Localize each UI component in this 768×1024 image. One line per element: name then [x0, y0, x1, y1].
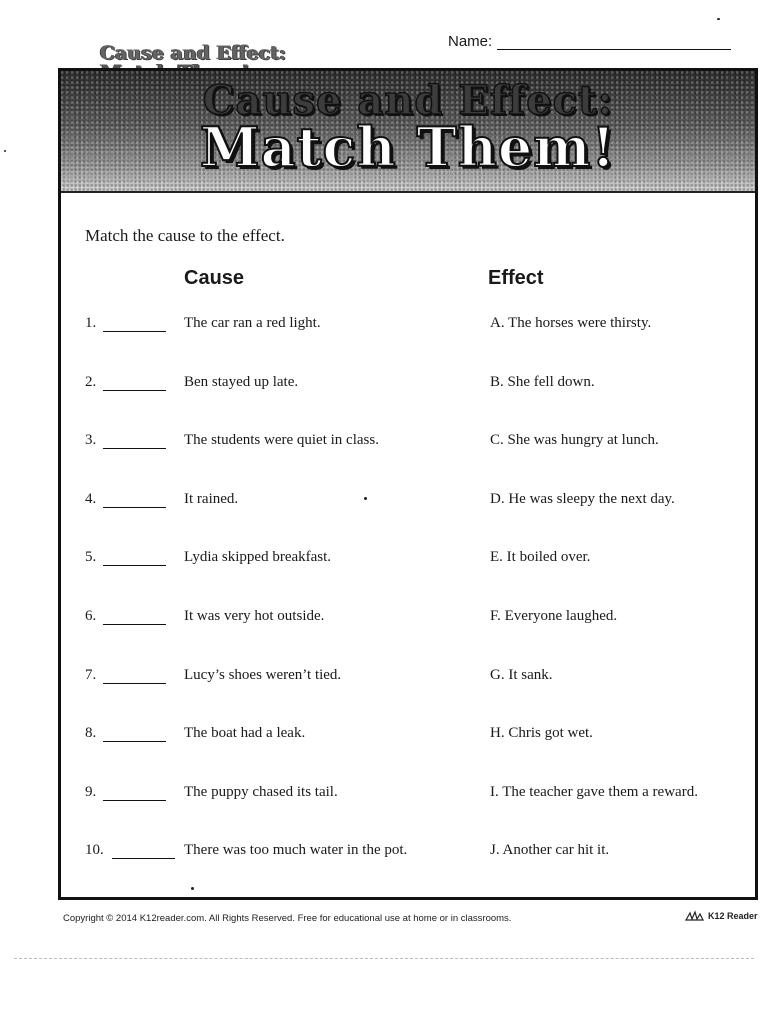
title-line2: Match Them!: [199, 115, 617, 179]
cause-text: There was too much water in the pot.: [184, 842, 408, 858]
cause-text: The car ran a red light.: [184, 315, 321, 331]
match-row: [85, 432, 745, 456]
match-row: [85, 491, 745, 515]
item-number: 10.: [85, 842, 104, 858]
effect-text: G. It sank.: [490, 667, 553, 683]
cause-column-header: Cause: [184, 267, 245, 289]
match-row: [85, 784, 745, 808]
match-row: [85, 667, 745, 691]
match-row: [85, 315, 745, 339]
item-number: 9.: [85, 784, 97, 800]
item-number: 4.: [85, 491, 97, 507]
cause-text: The students were quiet in class.: [184, 432, 379, 448]
ghost-title-line1: Cause and Effect:: [100, 42, 287, 64]
answer-blank[interactable]: [103, 683, 166, 684]
answer-blank[interactable]: [103, 331, 166, 332]
k12reader-logo: [684, 910, 758, 922]
effect-column-header: Effect: [488, 267, 544, 289]
cause-text: Ben stayed up late.: [184, 374, 299, 390]
answer-blank[interactable]: [103, 565, 166, 566]
cause-text: Lucy’s shoes weren’t tied.: [184, 667, 342, 683]
effect-text: H. Chris got wet.: [490, 725, 593, 741]
scan-speck: [191, 887, 194, 890]
effect-text: I. The teacher gave them a reward.: [490, 784, 698, 800]
cause-text: It rained.: [184, 491, 239, 507]
title-line1: Cause and Effect:: [202, 77, 614, 124]
title-banner: [61, 71, 755, 193]
book-stars-icon: [684, 910, 706, 922]
instructions: Match the cause to the effect.: [85, 226, 285, 245]
item-number: 3.: [85, 432, 97, 448]
brand-label: K12 Reader: [708, 911, 758, 921]
answer-blank[interactable]: [112, 858, 175, 859]
scan-speck: [717, 18, 720, 20]
scan-speck: [364, 497, 367, 500]
cause-text: It was very hot outside.: [184, 608, 325, 624]
item-number: 6.: [85, 608, 97, 624]
name-blank-line[interactable]: [497, 36, 731, 50]
effect-text: E. It boiled over.: [490, 549, 591, 565]
answer-blank[interactable]: [103, 390, 166, 391]
answer-blank[interactable]: [103, 507, 166, 508]
cause-text: Lydia skipped breakfast.: [184, 549, 332, 565]
match-row: [85, 842, 745, 866]
answer-blank[interactable]: [103, 741, 166, 742]
effect-text: C. She was hungry at lunch.: [490, 432, 659, 448]
name-field[interactable]: [448, 33, 731, 50]
item-number: 2.: [85, 374, 97, 390]
copyright-footer: Copyright © 2014 K12reader.com. All Rights Reserved. Free for educational use at home or in classrooms.: [63, 913, 512, 924]
match-row: [85, 608, 745, 632]
answer-blank[interactable]: [103, 800, 166, 801]
item-number: 1.: [85, 315, 97, 331]
effect-text: J. Another car hit it.: [490, 842, 610, 858]
scan-speck: [4, 150, 6, 152]
cause-text: The puppy chased its tail.: [184, 784, 338, 800]
effect-text: D. He was sleepy the next day.: [490, 491, 675, 507]
match-row: [85, 374, 745, 398]
item-number: 7.: [85, 667, 97, 683]
item-number: 5.: [85, 549, 97, 565]
answer-blank[interactable]: [103, 624, 166, 625]
answer-blank[interactable]: [103, 448, 166, 449]
effect-text: A. The horses were thirsty.: [490, 315, 652, 331]
worksheet-frame: [58, 68, 758, 900]
name-label: Name:: [448, 33, 493, 50]
cause-text: The boat had a leak.: [184, 725, 306, 741]
match-row: [85, 549, 745, 573]
scan-artifact-line: [14, 958, 754, 959]
match-row: [85, 725, 745, 749]
item-number: 8.: [85, 725, 97, 741]
effect-text: F. Everyone laughed.: [490, 608, 618, 624]
effect-text: B. She fell down.: [490, 374, 595, 390]
